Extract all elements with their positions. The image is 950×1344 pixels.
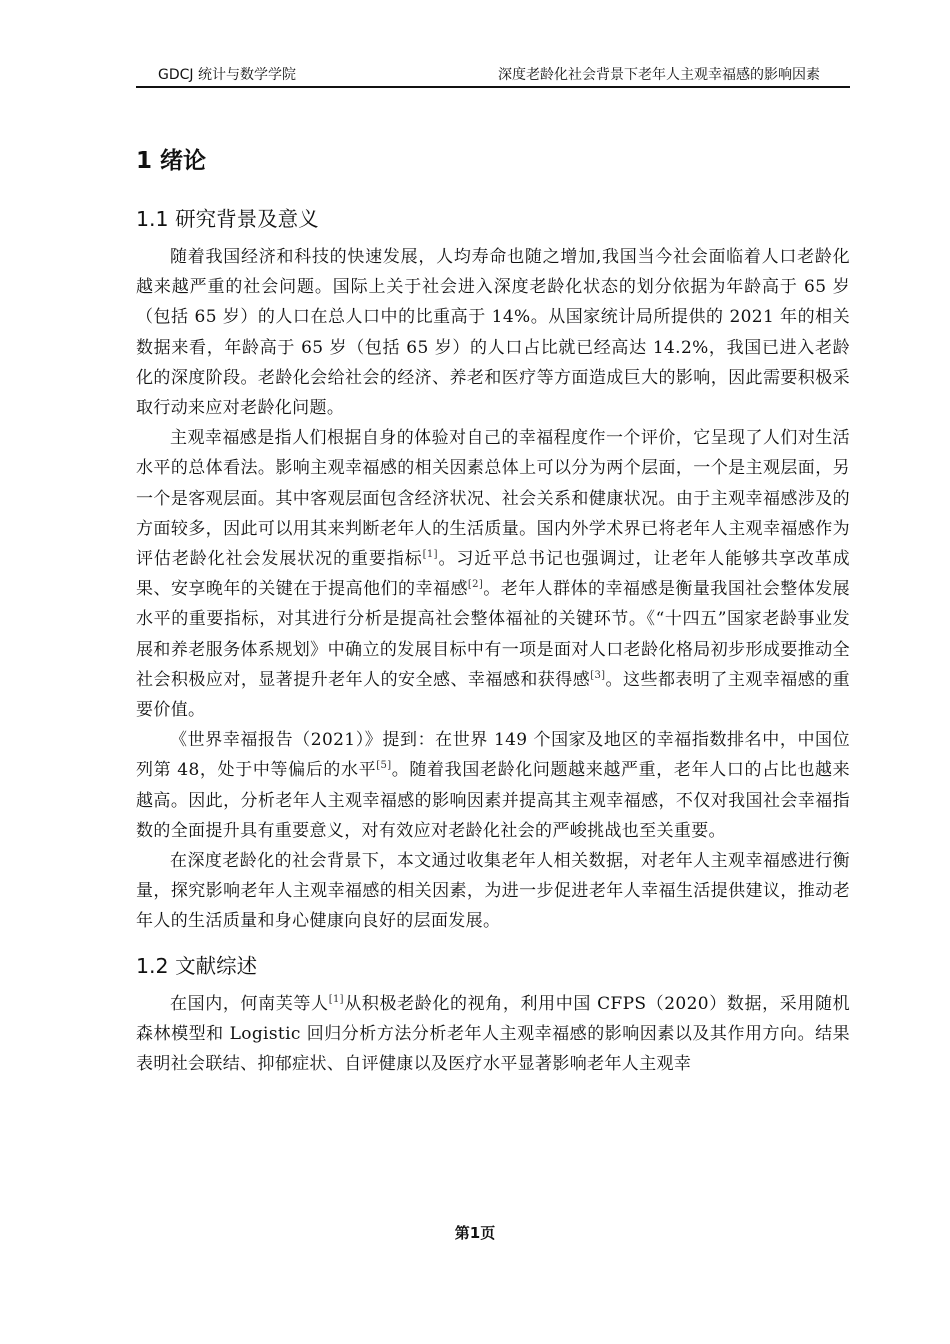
text-segment: 在国内，何南芙等人 (170, 993, 329, 1014)
text-segment: 从积极老龄化的视角，利用中国 CFPS（2020）数据，采用随机森林模型和 Logistic 回归分析方法分析老年人主观幸福感的影响因素以及其作用方向。结果表明社会联结、抑郁症状、自评健康以及医疗水平显著影响老年人主观幸 (136, 993, 850, 1075)
citation-ref: [2] (467, 579, 484, 591)
text-segment: 。习近平总书记也强调过，让老年人能够共享改革成果、安享晚年的关键在于提高他们的幸福感 (136, 549, 850, 600)
text-segment: 主观幸福感是指人们根据自身的体验对自己的幸福程度作一个评价，它呈现了人们对生活水平的总体看法。影响主观幸福感的相关因素总体上可以分为两个层面，一个是主观层面，另一个是客观层面。其中客观层面包含经济状况、社会关系和健康状况。由于主观幸福感涉及的方面较多，因此可以用其来判断老年人的生活质量。国内外学术界已将老年人主观幸福感作为评估老龄化社会发展状况的重要指标 (136, 428, 850, 570)
text-segment: 《世界幸福报告（2021）》提到：在世界 149 个国家及地区的幸福指数排名中，中国位列第 48，处于中等偏后的水平 (136, 730, 850, 781)
citation-ref: [3] (590, 669, 606, 681)
page-body (136, 138, 850, 1079)
header-paper-title: 深度老龄化社会背景下老年人主观幸福感的影响因素 (498, 67, 820, 83)
section-title-background: 1.1 研究背景及意义 (136, 207, 319, 231)
section-title-literature: 1.2 文献综述 (136, 953, 258, 978)
citation-ref: [1] (328, 993, 344, 1005)
paragraph-background-2 (136, 423, 850, 725)
chapter-title: 1 绪论 (136, 148, 207, 174)
text-segment: 。这些都表明了主观幸福感的重要价值。 (136, 669, 850, 721)
page-number: 第1页 (454, 1224, 496, 1242)
paragraph-background-1: 随着我国经济和科技的快速发展，人均寿命也随之增加,我国当今社会面临着人口老龄化越来越严重的社会问题。国际上关于社会进入深度老龄化状态的划分依据为年龄高于 65 岁（包括 65 岁）的人口在总人口中的比重高于 14%。从国家统计局所提供的 2021 年的相关数据来看，年龄高于 65 岁（包括 65 岁）的人口占比就已经高达 14.2%，我国已进入老龄化的深度阶段。老龄化会给社会的经济、养老和医疗等方面造成巨大的影响，因此需要积极采取行动来应对老龄化问题。 (136, 247, 850, 419)
text-segment: 。随着我国老龄化问题越来越严重，老年人口的占比也越来越高。因此，分析老年人主观幸福感的影响因素并提高其主观幸福感，不仅对我国社会幸福指数的全面提升具有重要意义，对有效应对老龄化社会的严峻挑战也至关重要。 (136, 760, 850, 841)
paragraph-literature-1 (136, 989, 850, 1080)
paragraph-background-4: 在深度老龄化的社会背景下，本文通过收集老年人相关数据，对老年人主观幸福感进行衡量，探究影响老年人主观幸福感的相关因素，为进一步促进老年人幸福生活提供建议，推动老年人的生活质量和身心健康向良好的层面发展。 (136, 851, 850, 932)
citation-ref: [1] (422, 549, 438, 561)
citation-ref: [5] (376, 760, 392, 772)
paragraph-background-3 (136, 725, 850, 846)
page-header (136, 64, 850, 88)
header-institution: GDCJ 统计与数学学院 (158, 67, 296, 83)
text-segment: 。老年人群体的幸福感是衡量我国社会整体发展水平的重要指标，对其进行分析是提高社会整体福祉的关键环节。《“十四五”国家老龄事业发展和养老服务体系规划》中确立的发展目标中有一项是面对人口老龄化格局初步形成要推动全社会积极应对，显著提升老年人的安全感、幸福感和获得感 (136, 579, 850, 690)
